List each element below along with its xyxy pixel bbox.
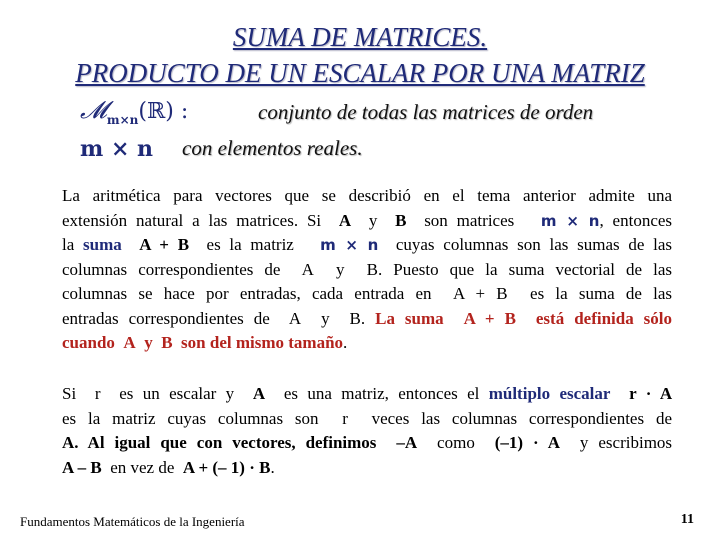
p1-line-4: columnas correspondientes de A y B. Puesto que la suma vectorial de las	[62, 259, 673, 279]
p1-line-5: columnas se hace por entradas, cada entrada en A + B es la suma de las	[62, 284, 673, 303]
order-symbol: m × n	[80, 136, 154, 162]
set-symbol: 𝓜	[80, 96, 107, 124]
p1-line-1: La aritmética para vectores que se describió en el tema anterior admite una	[62, 186, 672, 205]
page-number: 11	[680, 512, 694, 527]
p1-line-2: extensión natural a las matrices. Si A y B son matrices m × n, entonces	[62, 210, 673, 230]
paragraph-scalar	[62, 382, 672, 480]
p2-line-2: es la matriz cuyas columnas son r veces las columnas correspondientes de	[62, 408, 672, 428]
p2-line-4: A – B en vez de A + (– 1) · B.	[62, 457, 275, 477]
title-line-2: PRODUCTO DE UN ESCALAR POR UNA MATRIZ	[75, 58, 645, 88]
definition-text-1: conjunto de todas las matrices de orden	[258, 100, 594, 124]
p2-line-3: A. Al igual que con vectores, definimos –A como (–1) · A y escribimos	[62, 433, 673, 452]
title-line-1: SUMA DE MATRICES.	[232, 22, 488, 52]
footer-text: Fundamentos Matemáticos de la Ingeniería	[20, 514, 245, 529]
definition-text-2: con elementos reales.	[182, 136, 363, 160]
paragraph-sum	[62, 184, 672, 356]
p2-line-1: Si r es un escalar y A es una matriz, entonces el múltiplo escalar r · A	[62, 384, 673, 403]
p1-line-7: cuando A y B son del mismo tamaño.	[62, 333, 348, 352]
set-argument: (ℝ) :	[138, 99, 189, 124]
set-subscript: m×n	[106, 112, 139, 127]
p1-line-3: la suma A + B es la matriz m × n cuyas columnas son las sumas de las	[62, 235, 673, 254]
p1-line-6: entradas correspondientes de A y B. La suma A + B está definida sólo	[62, 308, 673, 328]
set-notation	[80, 96, 188, 127]
